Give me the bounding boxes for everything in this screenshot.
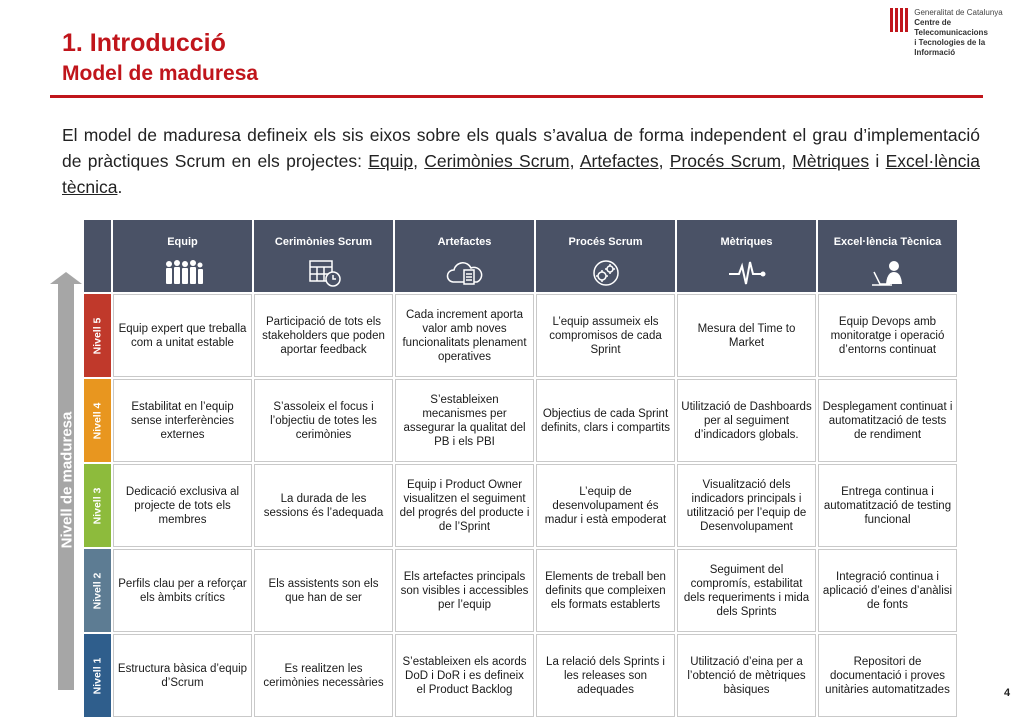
maturity-table <box>84 220 957 717</box>
link-equip[interactable]: Equip <box>368 151 414 171</box>
column-label: Mètriques <box>720 236 773 248</box>
cloud-document-icon <box>445 258 485 288</box>
title-divider <box>50 95 983 98</box>
level-text: Nivell 1 <box>91 657 104 694</box>
separator: . <box>117 177 123 197</box>
table-cell: Els artefactes principals son visibles i accessibles per l’equip <box>395 549 534 632</box>
separator: , <box>658 151 670 171</box>
calendar-clock-icon <box>304 258 344 288</box>
level-2-label <box>84 549 111 632</box>
table-cell: S’estableixen els acords DoD i DoR i es defineix el Product Backlog <box>395 634 534 717</box>
column-header-metriques <box>677 220 816 292</box>
user-laptop-icon <box>868 258 908 288</box>
level-5-label <box>84 294 111 377</box>
column-label: Equip <box>167 236 198 248</box>
column-header-artefactes <box>395 220 534 292</box>
gears-icon <box>586 258 626 288</box>
table-cell: La durada de les sessions és l’adequada <box>254 464 393 547</box>
separator: , <box>569 151 580 171</box>
table-cell: Utilització de Dashboards per al seguiment d’indicadors globals. <box>677 379 816 462</box>
table-cell: Participació de tots els stakeholders que poden aportar feedback <box>254 294 393 377</box>
level-text: Nivell 3 <box>91 487 104 524</box>
link-excelencia[interactable]: Excel·lència tècnica <box>62 151 980 197</box>
table-cell: Equip i Product Owner visualitzen el seguiment del progrés del producte i de l’Sprint <box>395 464 534 547</box>
logo-line-2: Centre de Telecomunicacions <box>914 18 988 37</box>
table-cell: Estructura bàsica d’equip d’Scrum <box>113 634 252 717</box>
table-cell: Seguiment del compromís, estabilitat dels requeriments i mida dels Sprints <box>677 549 816 632</box>
table-cell: Integració continua i aplicació d’eines d’anàlisi de fonts <box>818 549 957 632</box>
heartbeat-icon <box>727 258 767 288</box>
table-cell: Entrega continua i automatització de testing funcional <box>818 464 957 547</box>
separator: , <box>413 151 425 171</box>
column-header-cerimonies <box>254 220 393 292</box>
table-cell: Es realitzen les cerimònies necessàries <box>254 634 393 717</box>
logo-line-3: i Tecnologies de la Informació <box>914 38 986 57</box>
column-header-excelencia <box>818 220 957 292</box>
link-proces[interactable]: Procés Scrum <box>669 151 782 171</box>
level-text: Nivell 2 <box>91 572 104 609</box>
intro-paragraph <box>62 122 980 200</box>
column-header-proces <box>536 220 675 292</box>
column-header-equip <box>113 220 252 292</box>
table-cell: Utilització d’eina per a l’obtenció de mètriques bàsiques <box>677 634 816 717</box>
table-cell: Visualització dels indicadors principals i utilització per l’equip de Desenvolupament <box>677 464 816 547</box>
table-cell: L’equip assumeix els compromisos de cada Sprint <box>536 294 675 377</box>
level-text: Nivell 5 <box>91 317 104 354</box>
table-cell: Estabilitat en l’equip sense interferències externes <box>113 379 252 462</box>
level-1-label <box>84 634 111 717</box>
intro-text: El model de maduresa defineix els sis eixos sobre els quals s’avalua de forma independent el grau d’implementació de pràctiques Scrum en els projectes: <box>62 125 980 171</box>
generalitat-logo-icon <box>890 8 909 32</box>
level-3-label <box>84 464 111 547</box>
table-cell: Equip expert que treballa com a unitat estable <box>113 294 252 377</box>
table-cell: Mesura del Time to Market <box>677 294 816 377</box>
link-metriques[interactable]: Mètriques <box>792 151 870 171</box>
level-text: Nivell 4 <box>91 402 104 439</box>
table-cell: Els assistents son els que han de ser <box>254 549 393 632</box>
logo-line-1: Generalitat de Catalunya <box>914 8 1003 17</box>
column-label: Excel·lència Tècnica <box>833 236 942 248</box>
link-artefactes[interactable]: Artefactes <box>579 151 659 171</box>
column-label: Procés Scrum <box>568 236 643 248</box>
table-cell: Elements de treball ben definits que compleixen els formats establerts <box>536 549 675 632</box>
table-cell: L’equip de desenvolupament és madur i està empoderat <box>536 464 675 547</box>
ctti-logo <box>890 8 1024 58</box>
column-label: Cerimònies Scrum <box>274 236 373 248</box>
level-4-label <box>84 379 111 462</box>
page-title: 1. Introducció <box>62 29 226 57</box>
team-icon <box>163 258 203 288</box>
table-cell: Perfils clau per a reforçar els àmbits crítics <box>113 549 252 632</box>
axis-label: Nivell de maduresa <box>58 411 76 549</box>
table-cell: Repositori de documentació i proves unitàries automatitzades <box>818 634 957 717</box>
table-cell: S’assoleix el focus i l’objectiu de totes les cerimònies <box>254 379 393 462</box>
table-cell: S’estableixen mecanismes per assegurar la qualitat del PB i els PBI <box>395 379 534 462</box>
page-subtitle: Model de maduresa <box>62 62 259 85</box>
table-corner <box>84 220 111 292</box>
table-cell: La relació dels Sprints i les releases son adequades <box>536 634 675 717</box>
table-cell: Desplegament continuat i automatització de tests de rendiment <box>818 379 957 462</box>
table-cell: Dedicació exclusiva al projecte de tots els membres <box>113 464 252 547</box>
separator: , <box>781 151 793 171</box>
page-number: 4 <box>1004 687 1011 699</box>
link-cerimonies[interactable]: Cerimònies Scrum <box>424 151 570 171</box>
table-cell: Equip Devops amb monitoratge i operació d’entorns continuat <box>818 294 957 377</box>
separator: i <box>869 151 886 171</box>
table-cell: Objectius de cada Sprint definits, clars i compartits <box>536 379 675 462</box>
table-cell: Cada increment aporta valor amb noves funcionalitats plenament operatives <box>395 294 534 377</box>
column-label: Artefactes <box>437 236 492 248</box>
